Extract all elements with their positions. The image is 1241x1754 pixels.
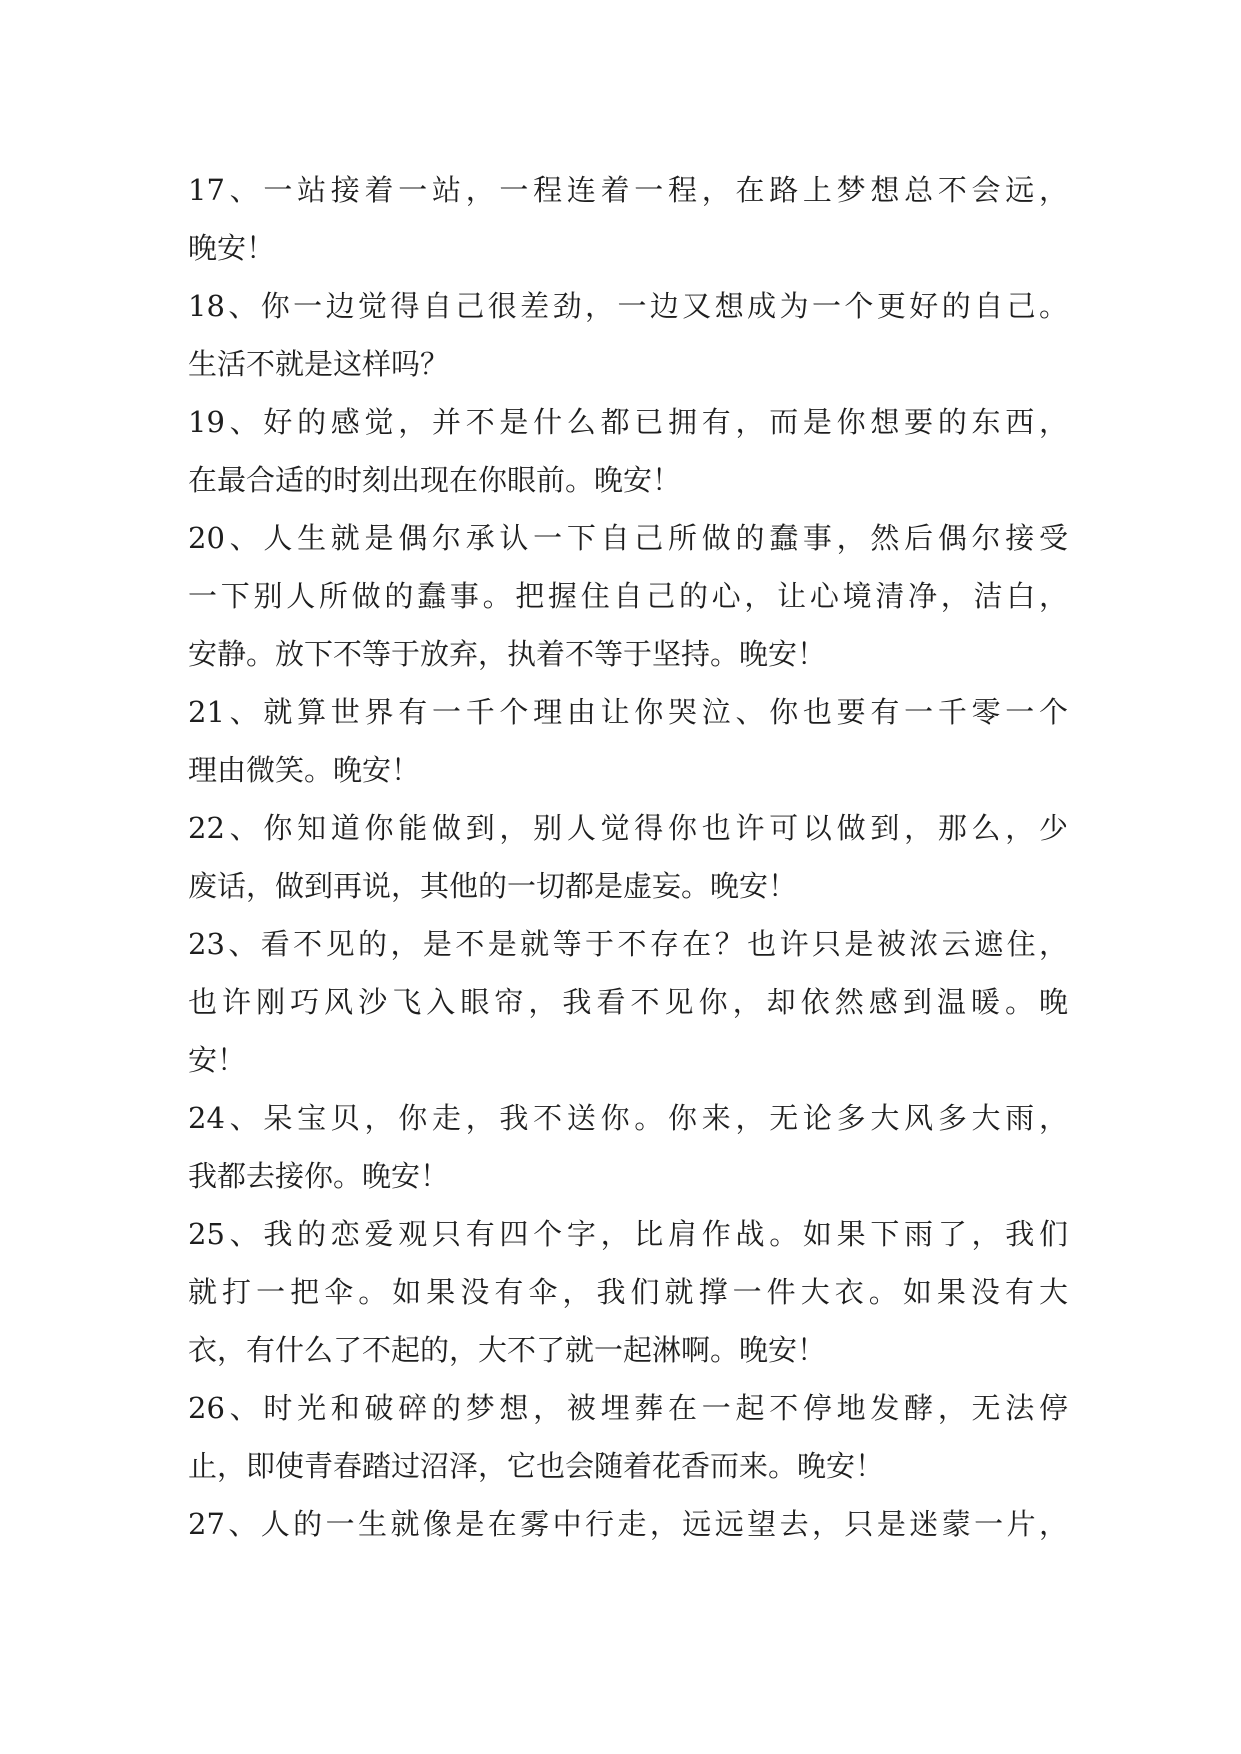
text-line: 就打一把伞。如果没有伞，我们就撑一件大衣。如果没有大 bbox=[188, 1275, 1068, 1309]
text-line: 20、人生就是偶尔承认一下自己所做的蠢事，然后偶尔接受 bbox=[188, 521, 1068, 555]
text-line: 废话，做到再说，其他的一切都是虚妄。晚安！ bbox=[188, 869, 798, 903]
text-line: 理由微笑。晚安！ bbox=[188, 753, 421, 787]
text-line: 一下别人所做的蠢事。把握住自己的心，让心境清净，洁白， bbox=[188, 579, 1068, 613]
text-line: 也许刚巧风沙飞入眼帘，我看不见你，却依然感到温暖。晚 bbox=[188, 985, 1068, 1019]
text-line: 在最合适的时刻出现在你眼前。晚安！ bbox=[188, 463, 682, 497]
text-line: 24、呆宝贝，你走，我不送你。你来，无论多大风多大雨， bbox=[188, 1101, 1068, 1135]
body-text bbox=[188, 161, 1068, 1553]
text-line: 19、好的感觉，并不是什么都已拥有，而是你想要的东西， bbox=[188, 405, 1068, 439]
text-line: 安静。放下不等于放弃，执着不等于坚持。晚安！ bbox=[188, 637, 827, 671]
text-line: 27、人的一生就像是在雾中行走，远远望去，只是迷蒙一片， bbox=[188, 1507, 1068, 1541]
text-line: 18、你一边觉得自己很差劲，一边又想成为一个更好的自己。 bbox=[188, 289, 1068, 323]
text-line: 我都去接你。晚安！ bbox=[188, 1159, 450, 1193]
text-line: 衣，有什么了不起的，大不了就一起淋啊。晚安！ bbox=[188, 1333, 827, 1367]
text-line: 22、你知道你能做到，别人觉得你也许可以做到，那么，少 bbox=[188, 811, 1068, 845]
text-line: 生活不就是这样吗？ bbox=[188, 347, 450, 381]
text-line: 晚安！ bbox=[188, 231, 276, 265]
text-line: 26、时光和破碎的梦想，被埋葬在一起不停地发酵，无法停 bbox=[188, 1391, 1068, 1425]
text-line: 安！ bbox=[188, 1043, 247, 1077]
text-line: 17、一站接着一站，一程连着一程，在路上梦想总不会远， bbox=[188, 173, 1068, 207]
text-line: 21、就算世界有一千个理由让你哭泣、你也要有一千零一个 bbox=[188, 695, 1068, 729]
text-line: 23、看不见的，是不是就等于不存在？也许只是被浓云遮住， bbox=[188, 927, 1068, 961]
text-line: 25、我的恋爱观只有四个字，比肩作战。如果下雨了，我们 bbox=[188, 1217, 1068, 1251]
text-line: 止，即使青春踏过沼泽，它也会随着花香而来。晚安！ bbox=[188, 1449, 885, 1483]
